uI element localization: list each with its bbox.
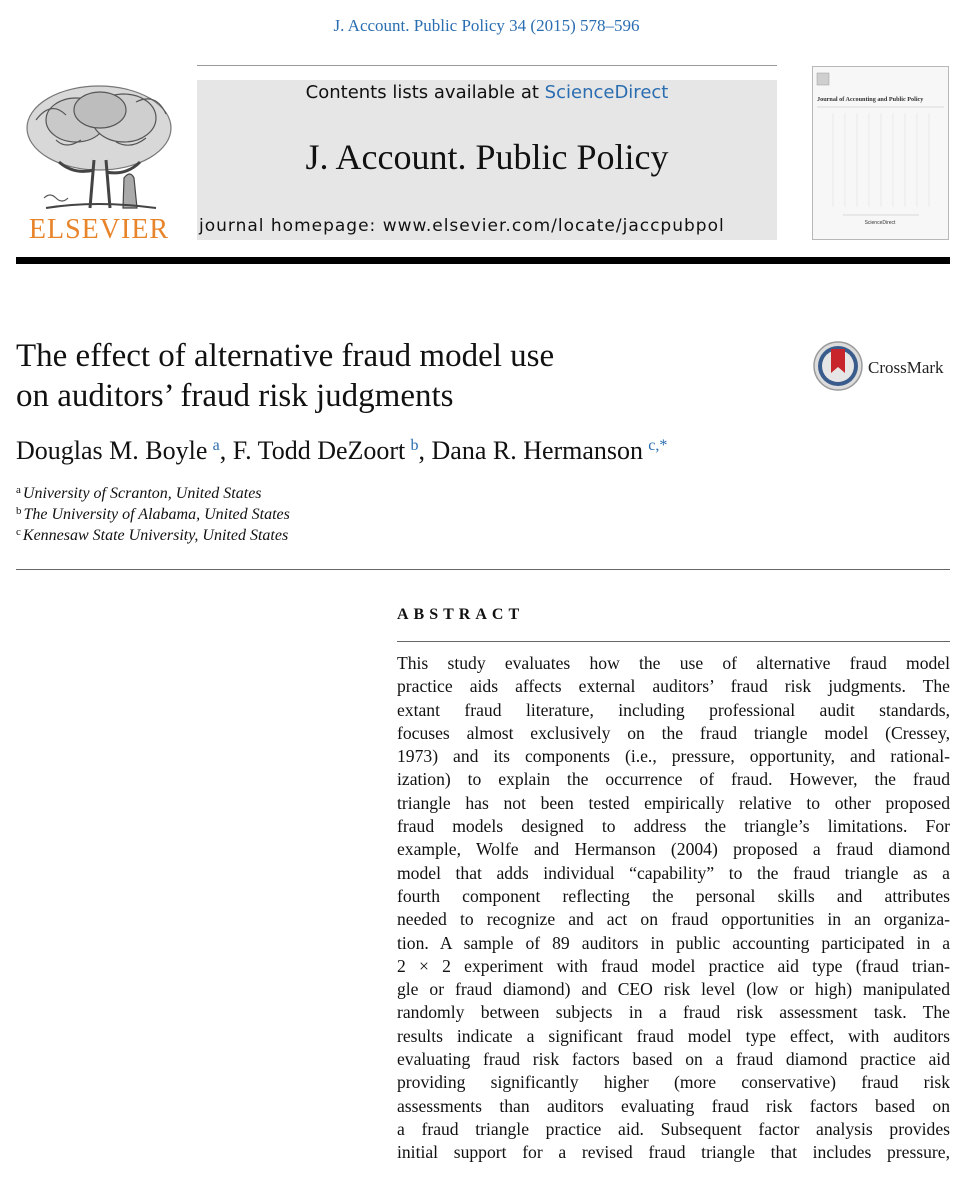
- affiliation-marker: a: [16, 484, 21, 496]
- abstract-line: This study evaluates how the use of alternative fraud model: [397, 653, 950, 673]
- affiliation-text: Kennesaw State University, United States: [22, 527, 289, 544]
- abstract-line: results indicate a significant fraud model type effect, with auditors: [397, 1025, 950, 1046]
- abstract-heading: ABSTRACT: [397, 606, 525, 623]
- contents-prefix: Contents lists available at: [305, 82, 545, 103]
- abstract-rule: [397, 641, 950, 642]
- affiliation-marker: c: [16, 526, 21, 538]
- abstract-line: initial support for a revised fraud triangle that includes pressure,: [397, 1142, 950, 1163]
- abstract-line: focuses almost exclusively on the fraud triangle model (Cressey,: [397, 722, 950, 743]
- affiliation-text: The University of Alabama, United States: [23, 506, 290, 523]
- abstract-line: gle or fraud diamond) and CEO risk level (low or high) manipulated: [397, 979, 950, 1000]
- elsevier-logo: [16, 80, 182, 245]
- contents-availability: [197, 82, 777, 103]
- affiliation-marker: b: [16, 505, 22, 517]
- abstract-line: practice aids affects external auditors’ fraud risk judgments. The: [397, 676, 950, 697]
- cover-footer: ScienceDirect: [864, 220, 896, 226]
- journal-cover-thumbnail[interactable]: [812, 66, 949, 240]
- article-title-line-1: The effect of alternative fraud model use: [16, 338, 555, 374]
- abstract-line: evaluating fraud risk factors based on a fraud diamond practice aid: [397, 1049, 950, 1070]
- cover-image: [813, 67, 948, 239]
- journal-title: J. Account. Public Policy: [305, 137, 669, 177]
- abstract-line: assessments than auditors evaluating fraud risk factors based on: [397, 1095, 950, 1116]
- affiliation-text: University of Scranton, United States: [22, 485, 262, 502]
- abstract-line: providing significantly higher (more conservative) fraud risk: [397, 1072, 950, 1093]
- elsevier-tree-icon: [16, 80, 182, 245]
- abstract-line: fraud models designed to address the triangle’s limitations. For: [397, 816, 950, 837]
- affiliation-c: [16, 526, 288, 545]
- affiliation-b: [16, 505, 290, 524]
- abstract-line: extant fraud literature, including professional audit standards,: [397, 699, 950, 720]
- author-list: [16, 436, 916, 466]
- abstract-line: ization) to explain the occurrence of fraud. However, the fraud: [397, 769, 950, 790]
- article-title: [16, 336, 776, 416]
- abstract-line: a fraud triangle practice aid. Subsequent factor analysis provides: [397, 1118, 950, 1139]
- abstract-line: fourth component reflecting the personal skills and attributes: [397, 885, 950, 906]
- author-separator: ,: [418, 436, 432, 465]
- abstract-line: needed to recognize and act on fraud opportunities in an organiza-: [397, 909, 950, 930]
- section-divider: [16, 569, 950, 570]
- author-separator: ,: [219, 436, 233, 465]
- abstract-body: [397, 652, 950, 1172]
- crossmark-label[interactable]: CrossMark: [868, 358, 944, 377]
- cover-title: Journal of Accounting and Public Policy: [817, 96, 924, 103]
- crossmark-icon: [812, 340, 864, 392]
- abstract-line: randomly between subjects in a fraud risk assessment task. The: [397, 1002, 950, 1023]
- author-affiliation-marker[interactable]: c,*: [648, 437, 668, 454]
- author-name[interactable]: Dana R. Hermanson: [431, 436, 644, 465]
- article-title-line-2: on auditors’ fraud risk judgments: [16, 378, 454, 414]
- abstract-line: tion. A sample of 89 auditors in public accounting participated in a: [397, 932, 950, 953]
- journal-citation[interactable]: J. Account. Public Policy 34 (2015) 578–596: [333, 16, 640, 35]
- author-affiliation-marker[interactable]: a: [212, 437, 220, 454]
- abstract-line: model that adds individual “capability” to the fraud triangle as a: [397, 862, 950, 883]
- header-divider: [197, 65, 777, 66]
- author-name[interactable]: F. Todd DeZoort: [232, 436, 406, 465]
- abstract-line: 1973) and its components (i.e., pressure, opportunity, and rational-: [397, 746, 950, 767]
- abstract-line: example, Wolfe and Hermanson (2004) proposed a fraud diamond: [397, 839, 950, 860]
- sciencedirect-link[interactable]: ScienceDirect: [544, 82, 669, 103]
- header-thick-rule: [16, 257, 950, 264]
- author-name[interactable]: Douglas M. Boyle: [16, 436, 208, 465]
- abstract-line: triangle has not been tested empirically relative to other proposed: [397, 792, 950, 813]
- affiliation-a: [16, 484, 262, 503]
- journal-homepage[interactable]: journal homepage: www.elsevier.com/locate/jaccpubpol: [199, 216, 725, 236]
- elsevier-wordmark: ELSEVIER: [28, 214, 170, 245]
- abstract-line: 2 × 2 experiment with fraud model practice aid type (fraud trian-: [397, 955, 950, 976]
- author-affiliation-marker[interactable]: b: [410, 437, 419, 454]
